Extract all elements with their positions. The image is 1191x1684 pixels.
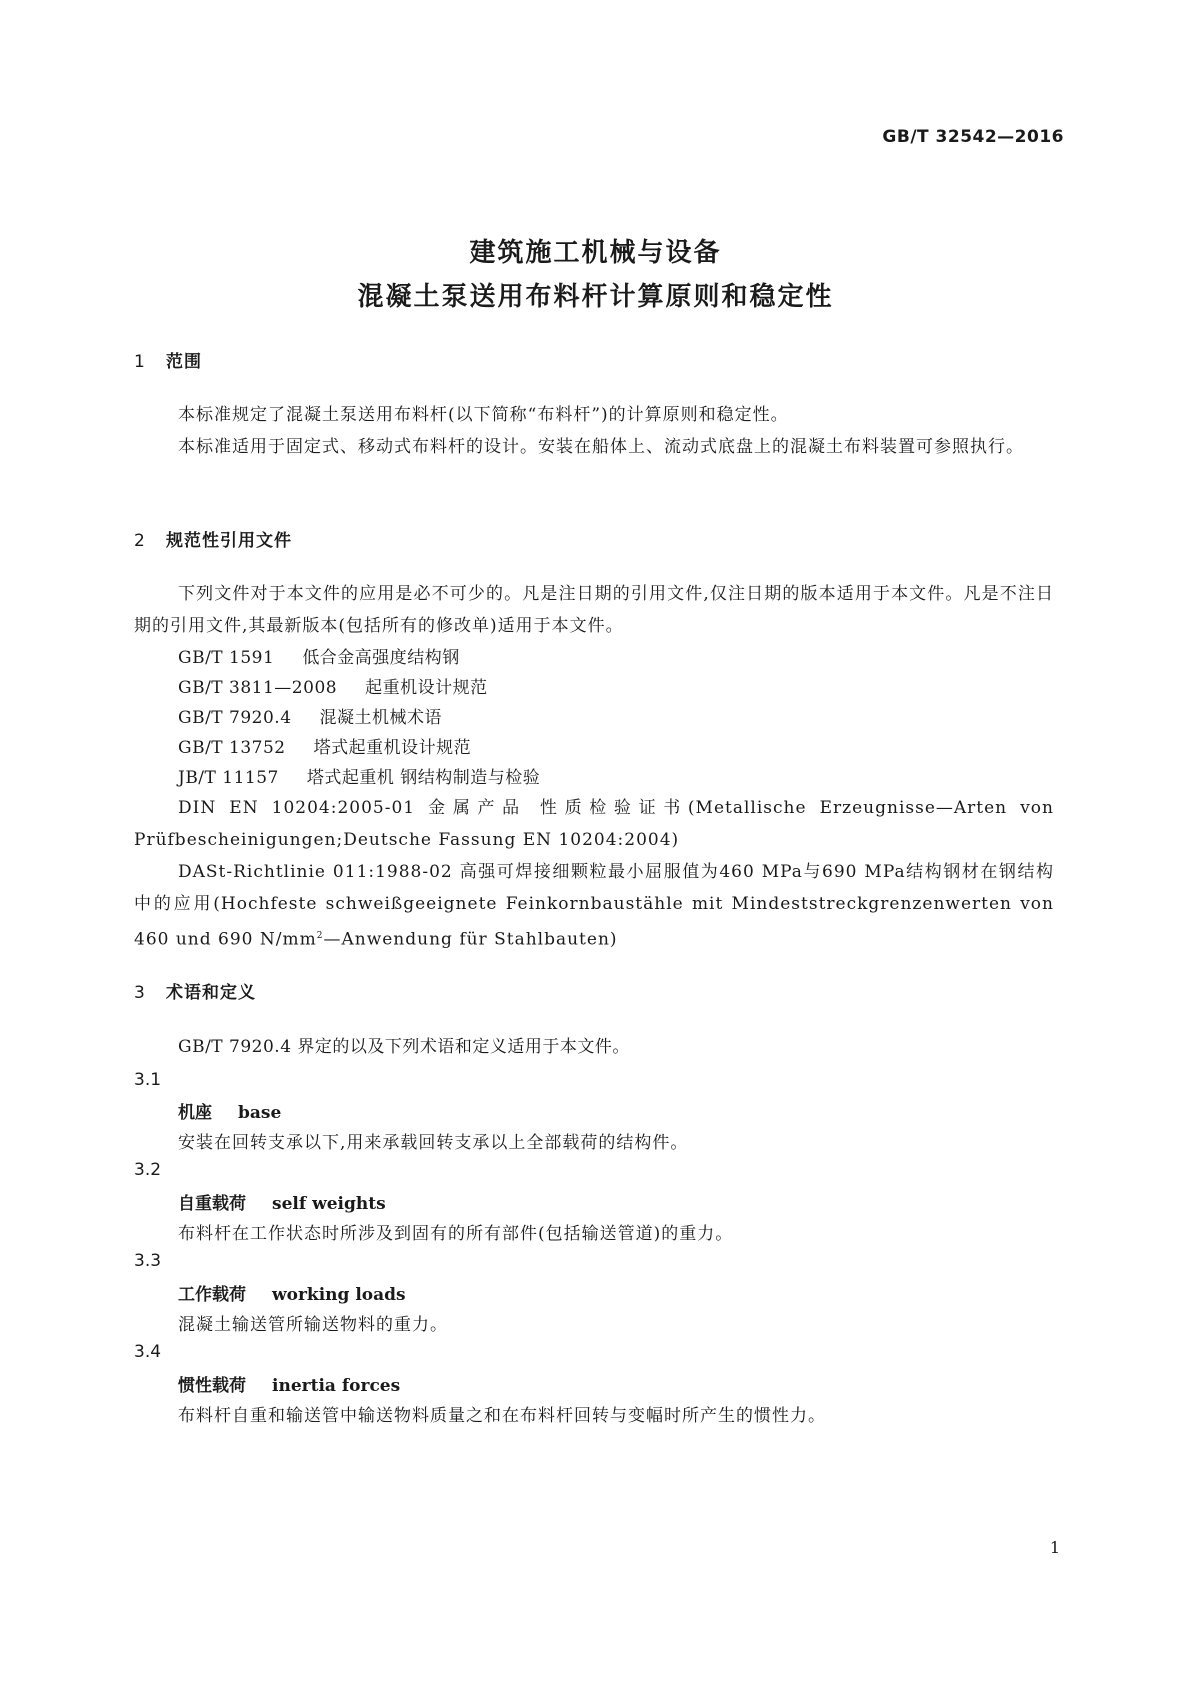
term-title: 自重载荷 self weights — [178, 1194, 386, 1214]
section-3-heading — [134, 978, 256, 1003]
reference-item-din: DIN EN 10204:2005-01 金属产品 性质检验证书(Metallische Erzeugnisse—Arten von Prüfbescheinigungen;Deutsche Fassung EN 10204:2004) — [134, 798, 1054, 850]
section-title: 范围 — [166, 352, 202, 372]
term-number: 3.2 — [134, 1160, 162, 1180]
superscript: 2 — [316, 931, 324, 941]
section-number: 2 — [134, 531, 146, 551]
scope-paragraph-2: 本标准适用于固定式、移动式布料杆的设计。安装在船体上、流动式底盘上的混凝土布料装置可参照执行。 — [178, 437, 1024, 457]
term-title: 工作载荷 working loads — [178, 1285, 406, 1305]
normative-references-intro: 下列文件对于本文件的应用是必不可少的。凡是注日期的引用文件,仅注日期的版本适用于本文件。凡是不注日期的引用文件,其最新版本(包括所有的修改单)适用于本文件。 — [134, 584, 1054, 636]
reference-item: GB/T 7920.4 混凝土机械术语 — [178, 708, 443, 728]
reference-item-dast: DASt-Richtlinie 011:1988-02 高强可焊接细颗粒最小屈服值为460 MPa与690 MPa结构钢材在钢结构中的应用(Hochfeste schweißgeeignete Feinkornbaustähle mit Mindeststreckgrenzenwerten von 460 und 690 $N/mm^2—Anwendung$ für Stahlbauten) — [134, 862, 1054, 950]
term-number: 3.1 — [134, 1070, 162, 1090]
document-title-line-1: 建筑施工机械与设备 — [469, 238, 722, 268]
section-number: 1 — [134, 352, 146, 372]
scope-paragraph-1: 本标准规定了混凝土泵送用布料杆(以下简称“布料杆”)的计算原则和稳定性。 — [178, 405, 789, 425]
term-title: 机座 base — [178, 1103, 282, 1123]
term-definition: 安装在回转支承以下,用来承载回转支承以上全部载荷的结构件。 — [178, 1133, 689, 1153]
section-1-heading — [134, 347, 202, 372]
term-definition: 布料杆自重和输送管中输送物料质量之和在布料杆回转与变幅时所产生的惯性力。 — [178, 1406, 826, 1426]
document-title-line-2: 混凝土泵送用布料杆计算原则和稳定性 — [357, 282, 834, 312]
section-number: 3 — [134, 983, 146, 1003]
reference-item: GB/T 1591 低合金高强度结构钢 — [178, 648, 460, 668]
reference-item: GB/T 3811—2008 起重机设计规范 — [178, 678, 488, 698]
section-title: 规范性引用文件 — [166, 531, 292, 551]
reference-item: JB/T 11157 塔式起重机 钢结构制造与检验 — [178, 768, 541, 788]
section-title: 术语和定义 — [166, 983, 256, 1003]
standard-code: GB/T 32542—2016 — [882, 127, 1064, 147]
terms-intro: GB/T 7920.4 界定的以及下列术语和定义适用于本文件。 — [178, 1037, 630, 1057]
page-number: 1 — [1049, 1538, 1060, 1557]
section-2-heading — [134, 526, 292, 551]
term-title: 惯性载荷 inertia forces — [178, 1376, 401, 1396]
term-number: 3.4 — [134, 1342, 162, 1362]
reference-item: GB/T 13752 塔式起重机设计规范 — [178, 738, 472, 758]
term-definition: 布料杆在工作状态时所涉及到固有的所有部件(包括输送管道)的重力。 — [178, 1224, 734, 1244]
term-definition: 混凝土输送管所输送物料的重力。 — [178, 1315, 448, 1335]
term-number: 3.3 — [134, 1251, 162, 1271]
